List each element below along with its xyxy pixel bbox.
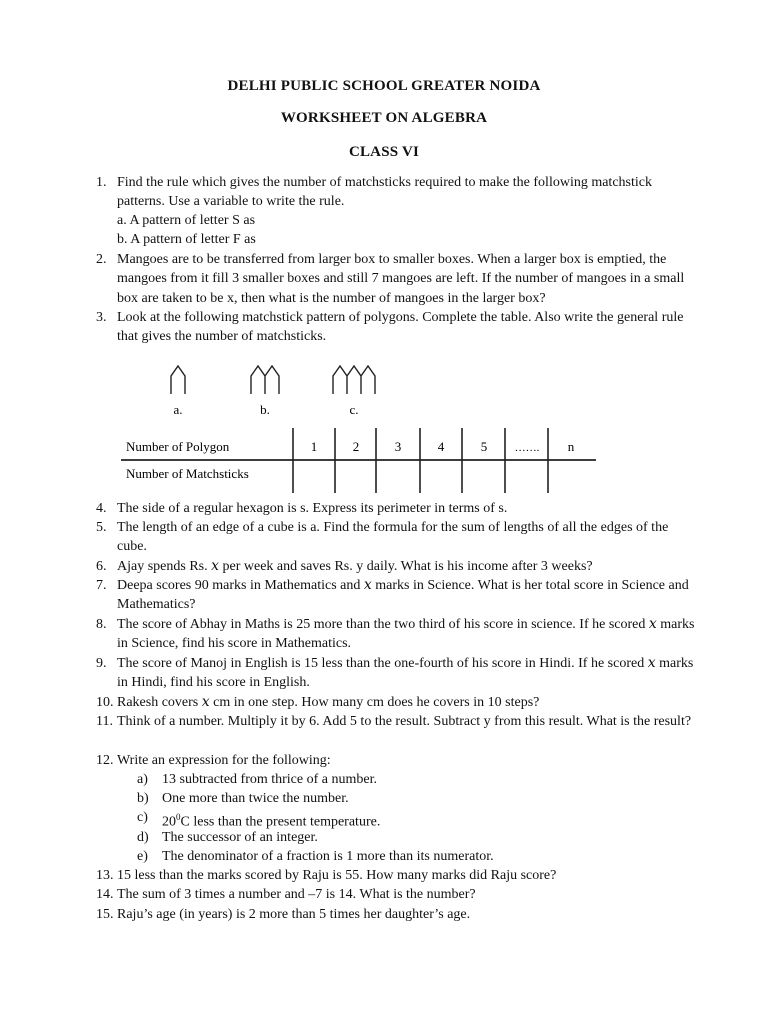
question-number: 10. xyxy=(96,695,114,710)
question-text: Write an expression for the following: xyxy=(117,753,331,768)
question-text: Mangoes are to be transferred from larger box to smaller boxes. When a larger box is emptied, the mangoes from it fill 3 smaller boxes and still 7 mangoes are left. If the number of mangoes in a small box are taken to be x, then what is the number of mangoes in the larger box? xyxy=(117,252,685,306)
question-text: Find the rule which gives the number of matchsticks required to make the following matchstick patterns. Use a variable to write the rule. xyxy=(117,175,652,210)
question-text: Raju’s age (in years) is 2 more than 5 times her daughter’s age. xyxy=(117,907,471,922)
col-4: 4 xyxy=(437,439,445,454)
question-number: 9. xyxy=(96,656,107,671)
question-number: 8. xyxy=(96,617,107,632)
question-number: 12. xyxy=(96,753,114,768)
question-number: 13. xyxy=(96,868,114,883)
pattern-c xyxy=(333,366,375,394)
question-number: 5. xyxy=(96,520,107,535)
col-1: 1 xyxy=(310,439,318,454)
pattern-a xyxy=(171,366,185,394)
question-number: 7. xyxy=(96,578,107,593)
row-header-polygon: Number of Polygon xyxy=(126,439,230,454)
row-header-matchsticks: Number of Matchsticks xyxy=(126,466,249,481)
question-text: Look at the following matchstick pattern of polygons. Complete the table. Also write the general rule that gives the number of matchsticks. xyxy=(117,310,684,345)
col-ellipsis: ……. xyxy=(514,442,540,454)
question-text: Think of a number. Multiply it by 6. Add 5 to the result. Subtract y from this result. What is the result? xyxy=(117,714,692,729)
question-number: 15. xyxy=(96,907,114,922)
class-label: CLASS VI xyxy=(348,144,420,160)
question-text: The score of Abhay in Maths is 25 more than the two third of his score in science. If he scored 𝑥 marks in Science, find his score in Mathematics. xyxy=(117,617,695,652)
question-text: 15 less than the marks scored by Raju is 55. How many marks did Raju score? xyxy=(117,868,557,883)
question-number: 3. xyxy=(96,310,107,325)
question-text: The length of an edge of a cube is a. Find the formula for the sum of lengths of all the edges of the cube. xyxy=(117,520,669,555)
question-number: 1. xyxy=(96,175,107,190)
question-text: The score of Manoj in English is 15 less than the one-fourth of his score in Hindi. If he scored 𝑥 marks in Hindi, find his score in English. xyxy=(117,656,694,691)
worksheet-title: WORKSHEET ON ALGEBRA xyxy=(280,110,488,126)
question-text: Rakesh covers 𝑥 cm in one step. How many cm does he covers in 10 steps? xyxy=(117,695,540,710)
label-a: a. xyxy=(173,402,183,417)
col-n: n xyxy=(567,439,575,454)
polygon-pattern-figure xyxy=(0,362,768,497)
question-text: The side of a regular hexagon is s. Express its perimeter in terms of s. xyxy=(117,501,508,516)
school-name: DELHI PUBLIC SCHOOL GREATER NOIDA xyxy=(227,78,541,94)
question-number: 11. xyxy=(96,714,113,729)
question-number: 6. xyxy=(96,559,107,574)
question-text: The sum of 3 times a number and –7 is 14. What is the number? xyxy=(117,887,476,902)
pattern-b xyxy=(251,366,279,394)
question-number: 2. xyxy=(96,252,107,267)
question-number: 14. xyxy=(96,887,114,902)
question-number: 4. xyxy=(96,501,107,516)
label-b: b. xyxy=(260,402,270,417)
question-text: Deepa scores 90 marks in Mathematics and 𝑥 marks in Science. What is her total score in Science and Mathematics? xyxy=(117,578,689,613)
col-5: 5 xyxy=(480,439,488,454)
col-2: 2 xyxy=(352,439,360,454)
label-c: c. xyxy=(349,402,359,417)
question-text: Ajay spends Rs. 𝑥 per week and saves Rs. y daily. What is his income after 3 weeks? xyxy=(117,559,593,574)
col-3: 3 xyxy=(394,439,402,454)
